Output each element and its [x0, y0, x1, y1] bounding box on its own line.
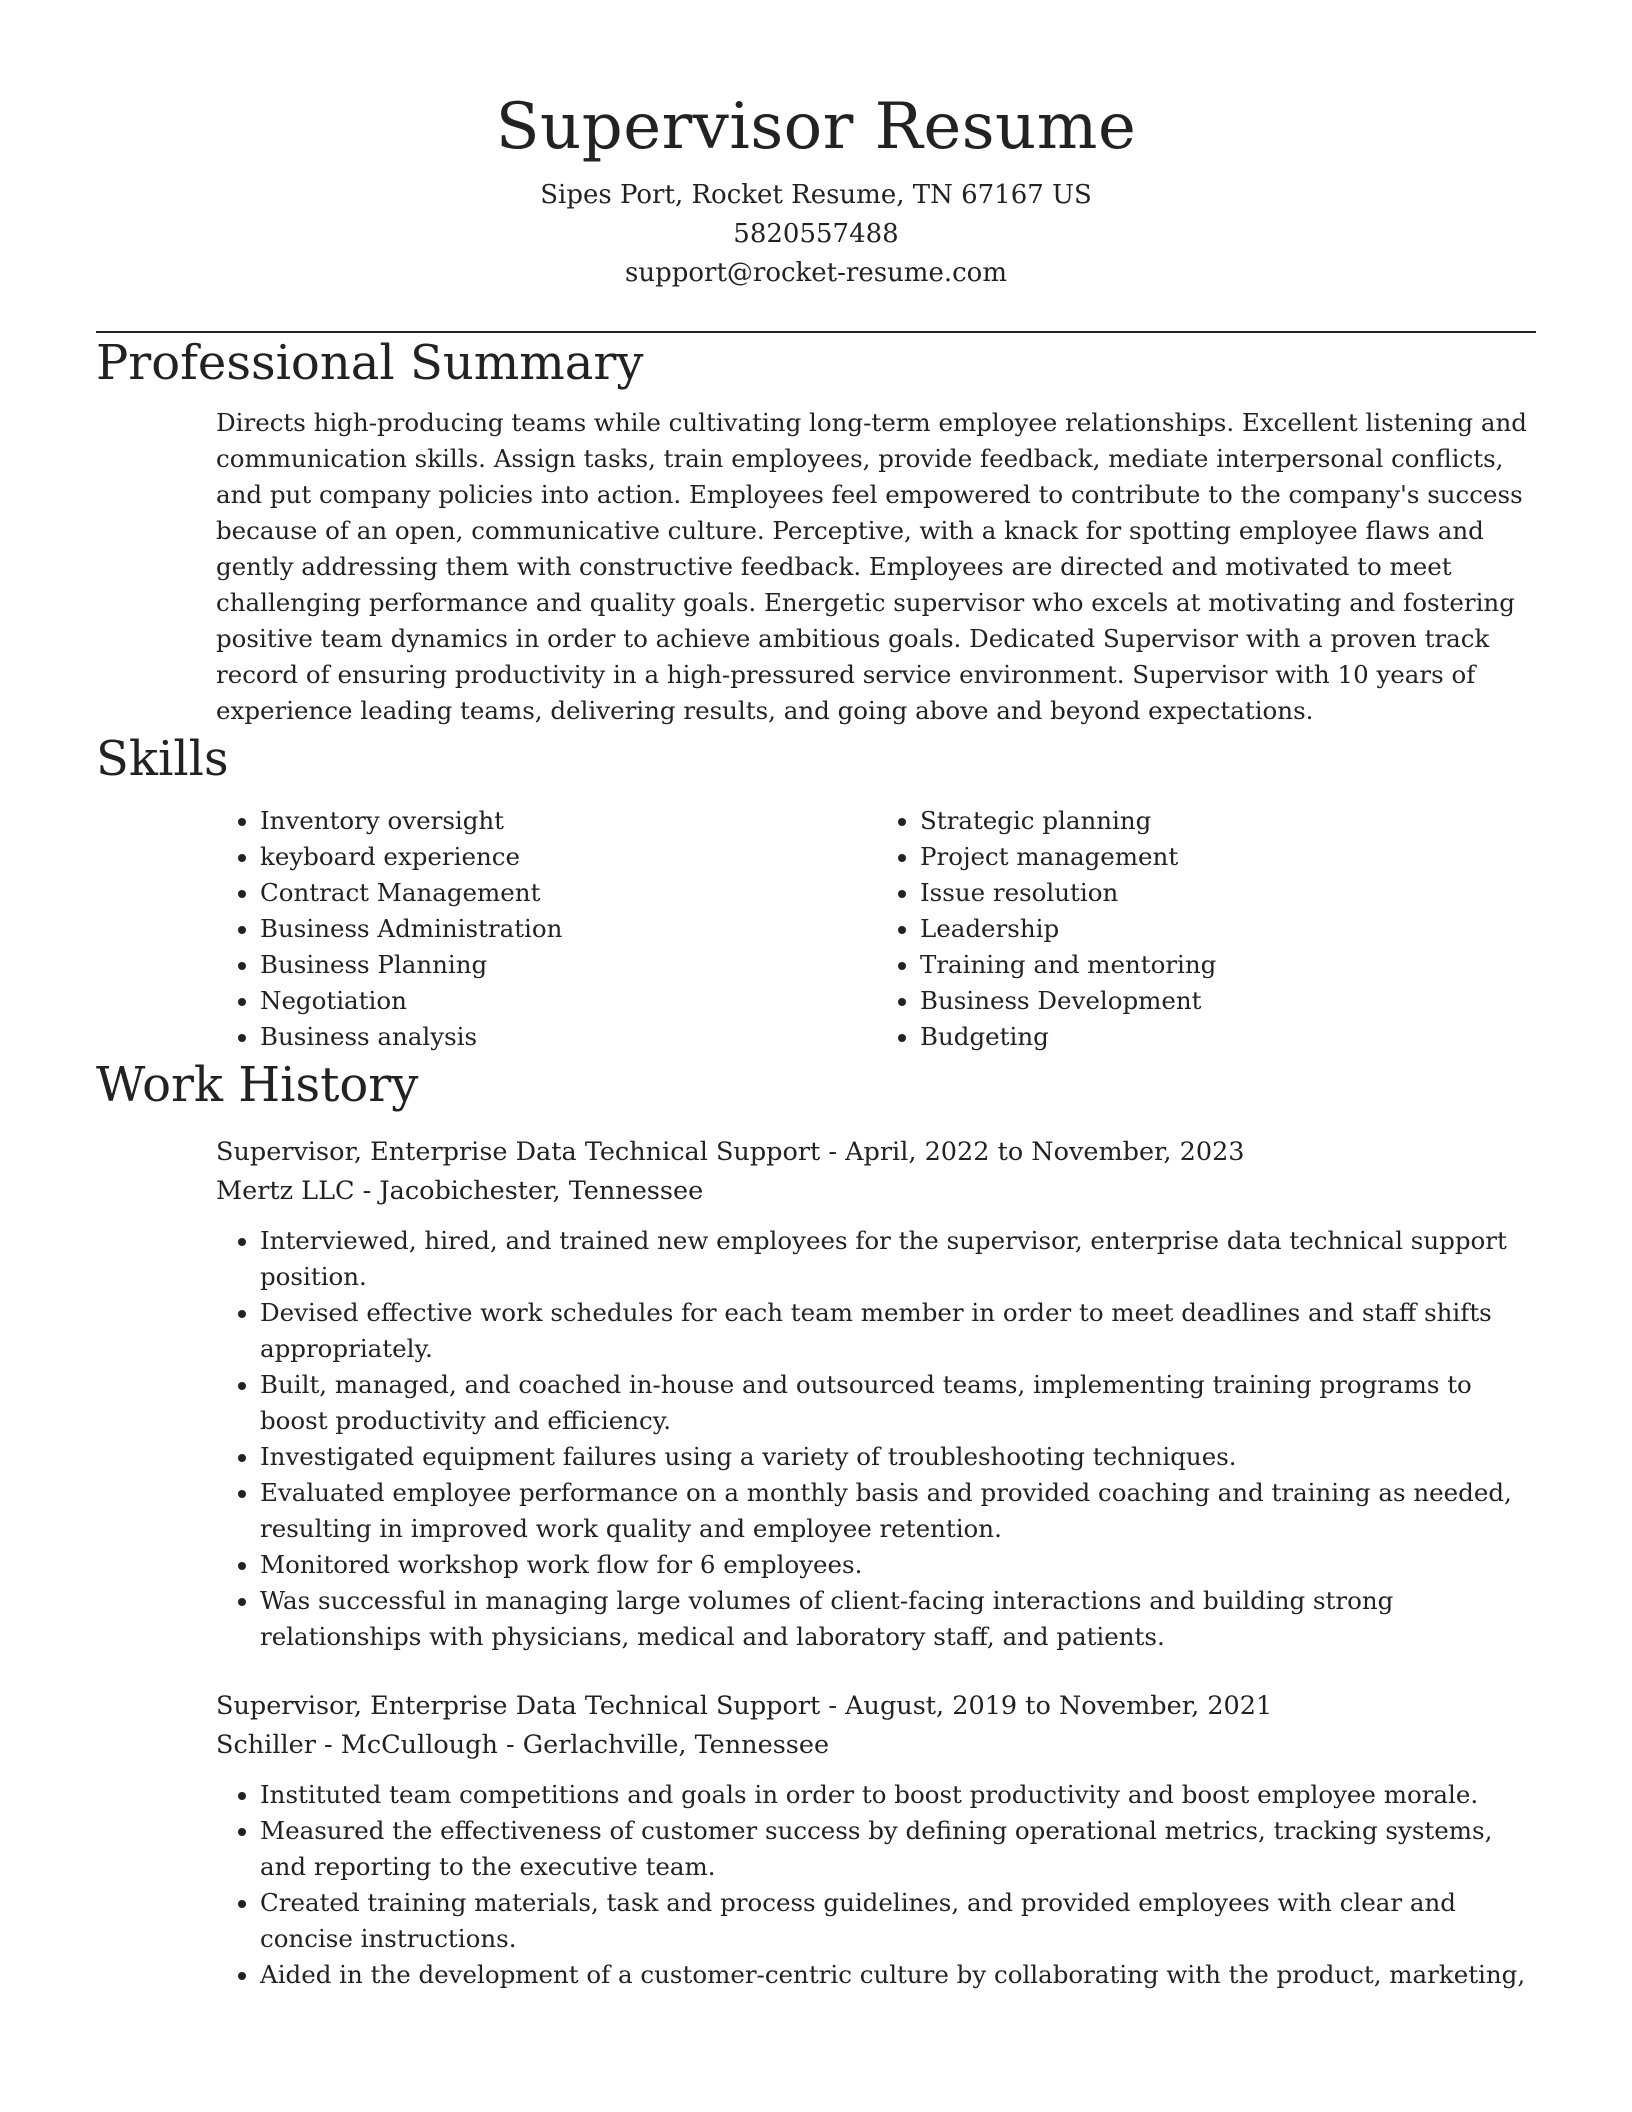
skill-item: • Contract Management	[260, 875, 876, 911]
skills-list	[216, 803, 1536, 1055]
job-duties	[216, 1223, 1536, 1655]
skills-column-right	[876, 803, 1536, 1055]
job-title-line	[216, 1687, 1536, 1726]
skills-column-left	[216, 803, 876, 1055]
separator: -	[497, 1730, 523, 1760]
job-duty: • Monitored workshop work flow for 6 employees.	[260, 1547, 1536, 1583]
skill-item: • Project management	[920, 839, 1536, 875]
job-duty: • Measured the effectiveness of customer success by defining operational metrics, tracking systems, and reporting to the executive team.	[260, 1813, 1536, 1885]
skill-item: • Inventory oversight	[260, 803, 876, 839]
separator: -	[354, 1176, 380, 1206]
job-duty: • Built, managed, and coached in-house and outsourced teams, implementing training programs to boost productivity and efficiency.	[260, 1367, 1536, 1439]
job-position: Supervisor, Enterprise Data Technical Support	[216, 1137, 821, 1167]
skill-item: • Business Development	[920, 983, 1536, 1019]
job-position: Supervisor, Enterprise Data Technical Support	[216, 1691, 821, 1721]
separator: -	[820, 1691, 846, 1721]
skill-item: • Negotiation	[260, 983, 876, 1019]
job-company: Mertz LLC	[216, 1176, 355, 1206]
section-title-work-history: Work History	[96, 1057, 419, 1113]
job-title-line	[216, 1133, 1536, 1172]
resume-page	[96, 0, 1536, 2112]
job-company-line	[216, 1172, 1536, 1211]
job-duty: • Devised effective work schedules for each team member in order to meet deadlines and staff shifts appropriately.	[260, 1295, 1536, 1367]
job-company-line	[216, 1726, 1536, 1765]
job-duties	[216, 1777, 1536, 1993]
separator: -	[820, 1137, 846, 1167]
phone: 5820557488	[733, 219, 899, 249]
skill-item: • Budgeting	[920, 1019, 1536, 1055]
skill-item: • Issue resolution	[920, 875, 1536, 911]
contact-info	[96, 176, 1536, 293]
skill-item: • Leadership	[920, 911, 1536, 947]
job-entry	[216, 1133, 1536, 1655]
section-title-skills: Skills	[96, 731, 229, 787]
skill-item: • Strategic planning	[920, 803, 1536, 839]
job-duty: • Interviewed, hired, and trained new employees for the supervisor, enterprise data technical support position.	[260, 1223, 1536, 1295]
job-dates: April, 2022 to November, 2023	[845, 1137, 1245, 1167]
resume-title: Supervisor Resume	[495, 90, 1137, 164]
job-location: Jacobichester, Tennessee	[379, 1176, 704, 1206]
skill-item: • Training and mentoring	[920, 947, 1536, 983]
job-dates: August, 2019 to November, 2021	[845, 1691, 1273, 1721]
skill-item: • Business Planning	[260, 947, 876, 983]
job-duty: • Aided in the development of a customer-centric culture by collaborating with the product, marketing,	[260, 1957, 1536, 1993]
skill-item: • keyboard experience	[260, 839, 876, 875]
address: Sipes Port, Rocket Resume, TN 67167 US	[540, 180, 1092, 210]
job-duty: • Created training materials, task and process guidelines, and provided employees with clear and concise instructions.	[260, 1885, 1536, 1957]
skill-item: • Business Administration	[260, 911, 876, 947]
job-duty: • Was successful in managing large volumes of client-facing interactions and building strong relationships with physicians, medical and laboratory staff, and patients.	[260, 1583, 1536, 1655]
summary-text: Directs high-producing teams while cultivating long-term employee relationships. Excellent listening and communication skills. Assign tasks, train employees, provide feedback, mediate interpersonal conflicts, and put company policies into action. Employees feel empowered to contribute to the company's success because of an open, communicative culture. Perceptive, with a knack for spotting employee flaws and gently addressing them with constructive feedback. Employees are directed and motivated to meet challenging performance and quality goals. Energetic supervisor who excels at motivating and fostering positive team dynamics in order to achieve ambitious goals. Dedicated Supervisor with a proven track record of ensuring productivity in a high-pressured service environment. Supervisor with 10 years of experience leading teams, delivering results, and going above and beyond expectations.	[216, 408, 1527, 725]
resume-header	[96, 0, 1536, 293]
section-title-summary: Professional Summary	[96, 335, 644, 391]
job-duty: • Evaluated employee performance on a monthly basis and provided coaching and training as needed, resulting in improved work quality and employee retention.	[260, 1475, 1536, 1547]
job-duty: • Instituted team competitions and goals in order to boost productivity and boost employee morale.	[260, 1777, 1536, 1813]
email: support@rocket-resume.com	[624, 258, 1007, 288]
job-location: Gerlachville, Tennessee	[522, 1730, 830, 1760]
skill-item: • Business analysis	[260, 1019, 876, 1055]
job-duty: • Investigated equipment failures using a variety of troubleshooting techniques.	[260, 1439, 1536, 1475]
job-entry	[216, 1687, 1536, 1993]
job-company: Schiller - McCullough	[216, 1730, 498, 1760]
